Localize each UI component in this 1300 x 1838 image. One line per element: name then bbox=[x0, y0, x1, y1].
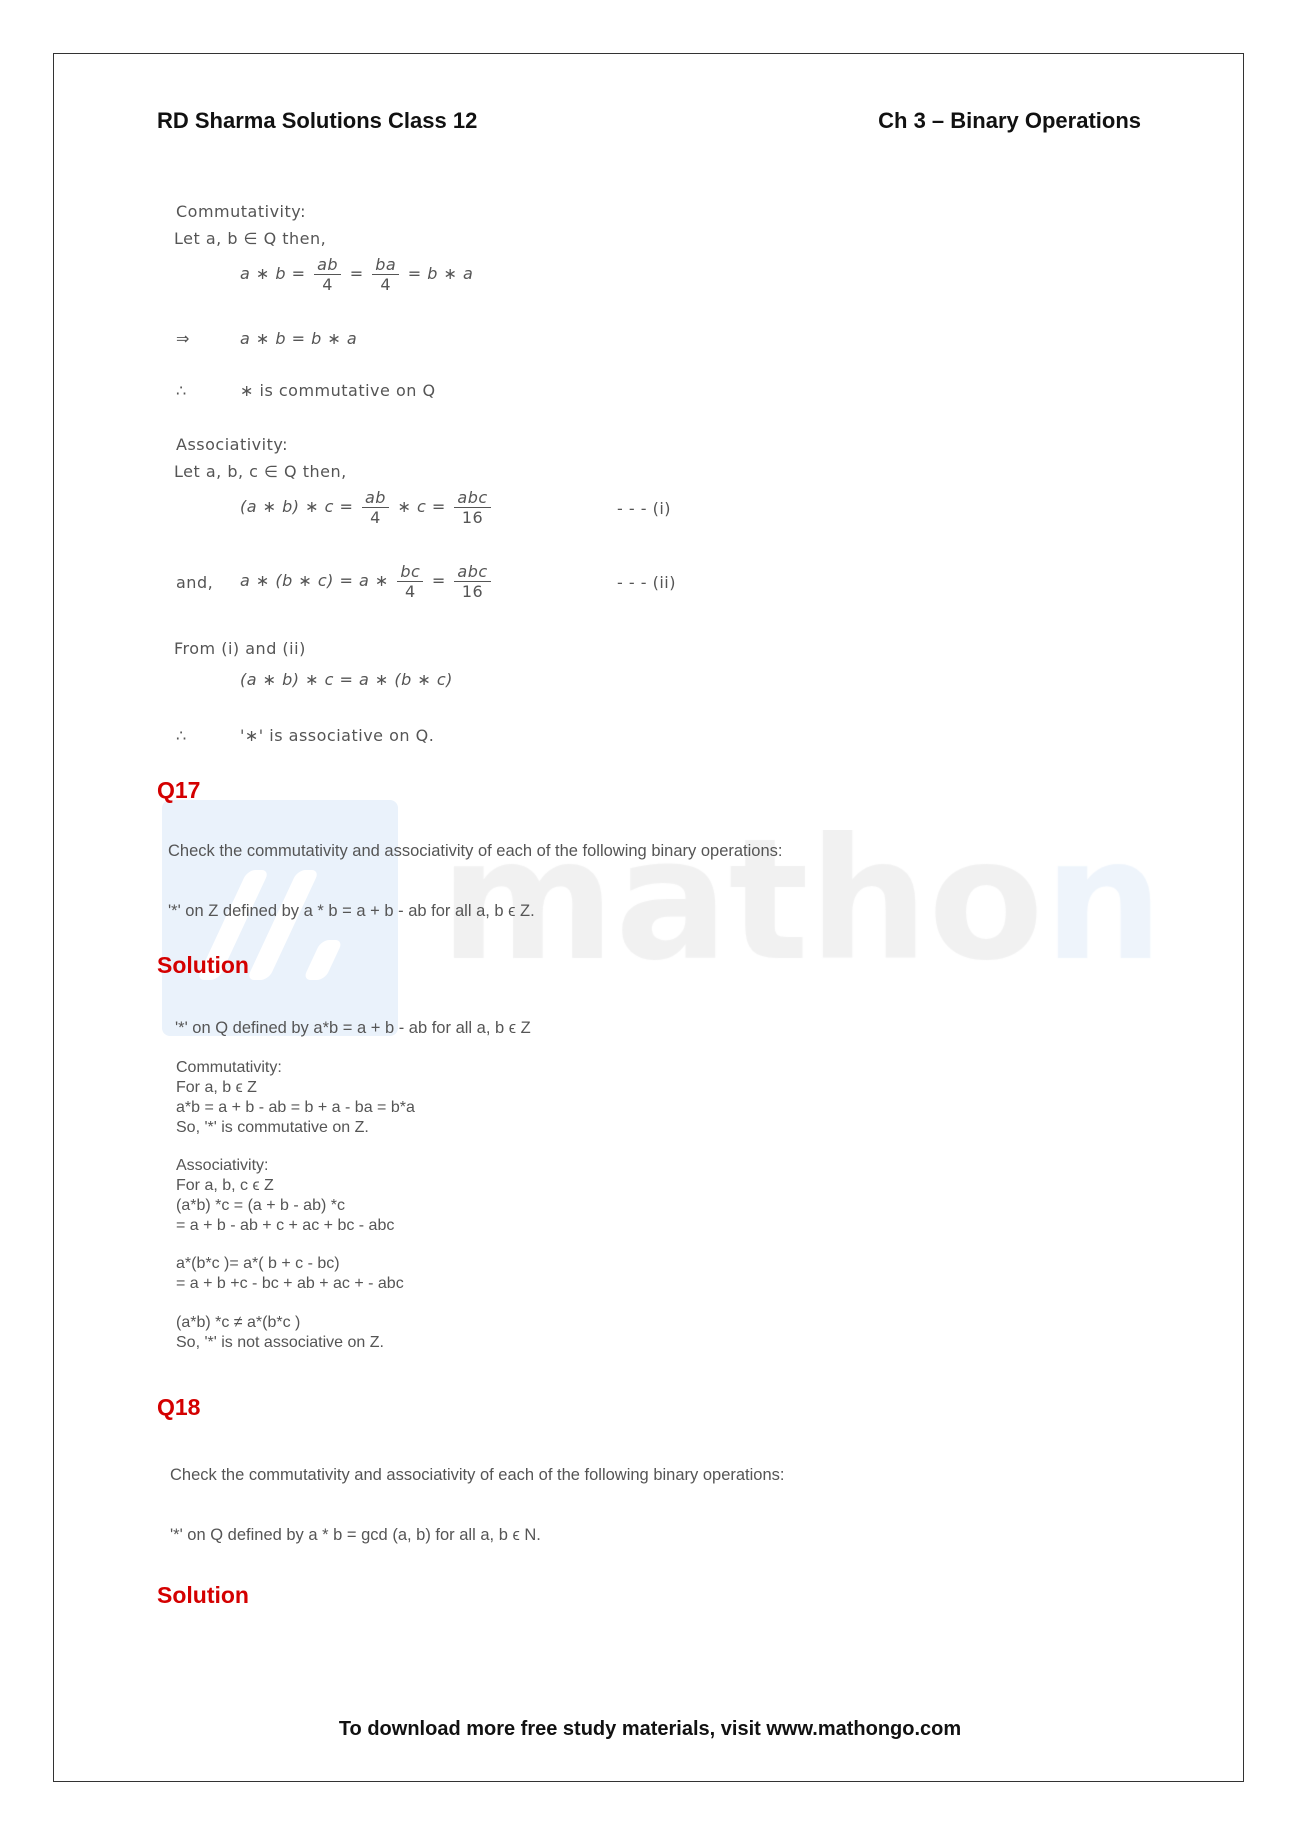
q18-question: Check the commutativity and associativity of each of the following binary operations: bbox=[170, 1466, 785, 1484]
numerator: ba bbox=[372, 255, 399, 275]
from-line: From (i) and (ii) bbox=[174, 639, 306, 658]
denominator: 16 bbox=[461, 508, 484, 527]
denominator: 4 bbox=[405, 582, 416, 601]
equation-tag-1: - - - (i) bbox=[617, 499, 672, 518]
eq-part: = b ∗ a bbox=[407, 264, 474, 283]
solution-label-q17: Solution bbox=[157, 952, 249, 978]
q17-commutativity-block bbox=[176, 1058, 415, 1138]
footer-download-note: To download more free study materials, visit www.mathongo.com bbox=[338, 1718, 962, 1740]
from-equation: (a ∗ b) ∗ c = a ∗ (b ∗ c) bbox=[240, 670, 453, 689]
implies-equation: a ∗ b = b ∗ a bbox=[240, 329, 358, 348]
numerator: abc bbox=[454, 488, 490, 508]
q17-question: Check the commutativity and associativity of each of the following binary operations: bbox=[168, 842, 783, 860]
fraction bbox=[372, 255, 399, 294]
numerator: ab bbox=[314, 255, 341, 275]
therefore-symbol: ∴ bbox=[176, 381, 187, 400]
eq-part: a ∗ (b ∗ c) = a ∗ bbox=[240, 571, 389, 590]
fraction bbox=[454, 488, 490, 527]
eq-part: a ∗ b = bbox=[240, 264, 306, 283]
solution-label-q18: Solution bbox=[157, 1582, 249, 1608]
q17-conclusion-block bbox=[176, 1313, 384, 1353]
q17-assoc-rhs-block bbox=[176, 1254, 404, 1294]
denominator: 4 bbox=[380, 275, 392, 294]
q17-associativity-block bbox=[176, 1156, 394, 1236]
comm-let: Let a, b ∈ Q then, bbox=[174, 229, 327, 248]
text-line: So, '*' is not associative on Z. bbox=[176, 1334, 384, 1351]
comm-equation bbox=[240, 255, 473, 294]
assoc-conclusion: '∗' is associative on Q. bbox=[240, 726, 435, 745]
header-chapter-title: Ch 3 – Binary Operations bbox=[878, 108, 1141, 133]
therefore-symbol-2: ∴ bbox=[176, 726, 187, 745]
q17-definition: '*' on Z defined by a * b = a + b - ab for all a, b ϵ Z. bbox=[168, 902, 535, 920]
denominator: 4 bbox=[370, 508, 381, 527]
assoc-let: Let a, b, c ∈ Q then, bbox=[174, 462, 347, 481]
comm-title: Commutativity: bbox=[176, 202, 306, 221]
text-line: For a, b ϵ Z bbox=[176, 1079, 257, 1096]
text-line: (a*b) *c = (a + b - ab) *c bbox=[176, 1197, 345, 1214]
question-label-q18: Q18 bbox=[157, 1394, 201, 1420]
header-book-title: RD Sharma Solutions Class 12 bbox=[157, 108, 478, 133]
and-label: and, bbox=[176, 573, 214, 592]
assoc-equation-1 bbox=[240, 488, 494, 527]
fraction bbox=[362, 488, 389, 527]
fraction bbox=[397, 562, 423, 601]
assoc-title: Associativity: bbox=[176, 435, 289, 454]
numerator: ab bbox=[362, 488, 389, 508]
text-line: a*b = a + b - ab = b + a - ba = b*a bbox=[176, 1099, 415, 1116]
text-line: Associativity: bbox=[176, 1157, 269, 1174]
text-line: So, '*' is commutative on Z. bbox=[176, 1119, 369, 1136]
assoc-equation-2 bbox=[240, 562, 494, 601]
question-label-q17: Q17 bbox=[157, 777, 201, 803]
denominator: 4 bbox=[322, 275, 333, 294]
text-line: Commutativity: bbox=[176, 1059, 282, 1076]
eq-part: = bbox=[431, 571, 446, 590]
text-line: For a, b, c ϵ Z bbox=[176, 1177, 274, 1194]
fraction bbox=[314, 255, 341, 294]
equation-tag-2: - - - (ii) bbox=[617, 573, 676, 592]
text-line: = a + b - ab + c + ac + bc - abc bbox=[176, 1217, 395, 1234]
numerator: abc bbox=[454, 562, 490, 582]
text-line: (a*b) *c ≠ a*(b*c ) bbox=[176, 1314, 301, 1331]
eq-part: = bbox=[349, 264, 364, 283]
q18-definition: '*' on Q defined by a * b = gcd (a, b) for all a, b ϵ N. bbox=[170, 1526, 541, 1544]
text-line: a*(b*c )= a*( b + c - bc) bbox=[176, 1255, 340, 1272]
q17-solution-definition: '*' on Q defined by a*b = a + b - ab for all a, b ϵ Z bbox=[175, 1019, 531, 1037]
text-line: = a + b +c - bc + ab + ac + - abc bbox=[176, 1275, 404, 1292]
eq-part: ∗ c = bbox=[397, 497, 446, 516]
fraction bbox=[454, 562, 490, 601]
comm-conclusion: ∗ is commutative on Q bbox=[240, 381, 436, 400]
numerator: bc bbox=[397, 562, 423, 582]
eq-part: (a ∗ b) ∗ c = bbox=[240, 497, 354, 516]
implies-symbol: ⇒ bbox=[176, 329, 190, 348]
denominator: 16 bbox=[461, 582, 484, 601]
